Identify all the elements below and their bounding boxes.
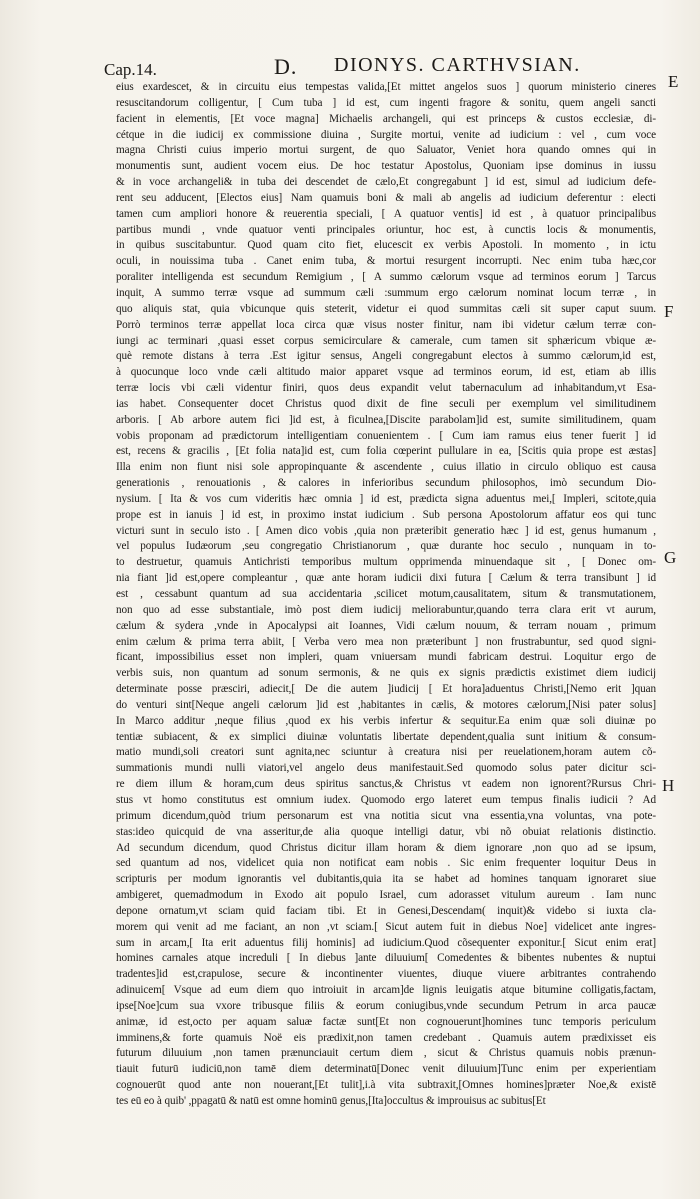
text-line: tes eū eo à quib' ,ppagatū & natū est omne hominū genus,[Ita]occultus & improuisus ac subitus[Et <box>116 1095 546 1107</box>
text-line: sed quantum ad nos, videlicet quia non notificat eam nobis . Sic enim frequenter loquitur Deus in <box>116 857 656 870</box>
running-title: DIONYS. CARTHVSIAN. <box>334 54 581 76</box>
text-line: Porrò terminos terræ appellat loca circa quæ visus noster finitur, nam ibi videtur cælum terræ con- <box>116 318 656 331</box>
text-line: summationis mundi nulli viatori,vel angelo deus manifestauit.Sed quomodo solus pater dicitur sci- <box>116 762 656 775</box>
text-line: eius exardescet, & in circuitu eius tempestas valida,[Et mittet angelos suos ] quorum ministerio cineres <box>116 81 656 93</box>
text-line: ficant, impossibilius esset non impleri, quam vniuersam mundi fabricam destrui. Loquitur ergo de <box>116 651 656 664</box>
text-line: primum dicendum,quòd trium personarum est vna notitia sicut vna essentia,vna voluntas, vna pote- <box>116 809 656 822</box>
text-line: stas:ideo quicquid de vna asseritur,de alia quoque intelligi datur, vbi nõ obuiat relationis distinctio. <box>116 825 656 838</box>
text-line: ipse[Noe]cum sua vxore tribusque filiis & eorum coniugibus,vnde secundum Petrum in arca paucæ <box>116 999 656 1012</box>
text-line: terræ locis vbi cæli videntur finiri, quos deus expandit velut tabernaculum ad inhabitandum,vt Esa- <box>116 382 656 395</box>
text-line: poraliter intelligenda est secundum Remigium , [ A summo cælorum vsque ad terminos eorum ] Tarcus <box>116 271 656 284</box>
text-line: à quocunque loco vnde cæli altitudo maior apparet vsque ad terminos eorum, id est, etiam ab illis <box>116 366 656 379</box>
text-line: prope est in ianuis ] id est, in proximo instat iudicium . Sub persona Apostolorum affatur eos qui tunc <box>116 508 656 521</box>
text-line: arboris. [ Ab arbore autem fici ]id est, à ficulnea,[Discite parabolam]id est, sumite similitudinem, quam <box>116 413 656 426</box>
text-line: adinuicem[ Vsque ad eum diem quo introiuit in arcam]de lignis leuigatis atque bitumine colligatis,factam, <box>116 984 656 997</box>
text-line: stus vt homo constitutus est omnium iudex. Quomodo ergo lateret eum tempus finalis iudicii ? Ad <box>116 793 656 806</box>
text-line: resuscitandorum colligentur, [ Cum tuba ] id est, cum ingenti fragore & sonitu, quem angeli sancti <box>116 96 656 109</box>
text-line: determinate posse præsciri, adiecit,[ De die autem ]iudicij [ Et hora]aduentus Christi,[Nemo erit ]quan <box>116 683 656 696</box>
running-header <box>104 52 664 82</box>
text-line: facient in elementis, [Et voce magna] Michaelis archangeli, qui est princeps & custos ecclesiæ, di- <box>116 112 656 125</box>
text-line: do venturi sint[Neque angeli cælorum ]id est ,habitantes in cælis, & motores cælorum,[Nisi pater solus] <box>116 698 656 711</box>
text-line: to destruetur, quamuis Antichristi temporibus multum opprimenda minuendaque sit , [ Donec om- <box>116 556 656 569</box>
text-line: magna Christi cuius imperio mortui surgent, de quo Saluator, Veniet hora quando omnes qui in <box>116 144 656 157</box>
text-line: oculi, in nouissima tuba . Canet enim tuba, & mortui resurgent incorrupti. Nec enim tuba hæc,cor <box>116 255 656 268</box>
margin-letter-h: H <box>662 776 675 795</box>
text-line: generationis , renouationis , & calores in inferioribus secundum philosophos, imò secundum Dio- <box>116 477 656 490</box>
text-line: inquit, A summo terræ vsque ad summum cæli :summum ergo cælorum nominat locum terræ , in <box>116 286 656 299</box>
text-line: depone ornatum,vt sciam quid faciam tibi. Et in Genesi,Descendam( inquit)& videbo si iuxta cla- <box>116 904 656 917</box>
chapter-label: Cap.14. <box>104 60 157 79</box>
text-line: cétque in die iudicij ex commissione diuina , Surgite mortui, venite ad iudicium : vel , cum voce <box>116 128 656 141</box>
text-line: re diem illum & horam,cum deus spiritus sanctus,& Christus vt eadem non ignorent?Rursus Chri- <box>116 778 656 791</box>
author-initial: D. <box>274 54 298 79</box>
text-line: nia fiant ]id est,opere compleantur , quæ ante horam iudicii dixi futura [ Cælum & terra transibunt ] id <box>116 572 656 585</box>
text-line: futurum diluuium ,non tamen prænunciauit certum diem , sicut & Christus quamuis nobis prænun- <box>116 1047 656 1060</box>
text-line: partibus mundi , vnde quatuor venti principales oriuntur, hoc est, à cunctis locis & monumentis, <box>116 223 656 236</box>
margin-letter-f: F <box>664 302 674 321</box>
text-line: monumentis sunt, audient vocem eius. De hoc testatur Apostolus, Quoniam ipse dominus in iussu <box>116 160 656 173</box>
margin-letter-e: E <box>668 72 679 91</box>
text-line: ambigeret, quemadmodum in Exodo ait populo Israel, cum adorasset vitulum aureum . Iam nunc <box>116 889 656 902</box>
margin-letter-g: G <box>664 548 677 567</box>
text-line: cognouerūt quod ante non nouerant,[Et tulit],i.à vita subtraxit,[Omnes homines]præter Noe,& existē <box>116 1079 656 1092</box>
text-line: in quibus suscitabuntur. Quod quam cito fiet, elucescit ex verbis Apostoli. In momento , in ictu <box>116 239 656 252</box>
text-line: sum in arcam,[ Ita erit aduentus filij hominis] ad iudicium.Quod cõsequenter exponitur.[ Sicut enim erat] <box>116 936 656 949</box>
text-line: non quo ad esse substantiale, imò post diem iudicij meliorabuntur,quando terra clara erit vt aurum, <box>116 603 656 616</box>
text-line: tamen cum ampliori honore & reuerentia speciali, [ A quatuor ventis] id est , à quatuor principalibus <box>116 207 656 220</box>
text-line: est , cessabunt quantum ad sua accidentaria ,scilicet motum,causalitatem, situm & transmutationem, <box>116 588 656 600</box>
text-line: verbis suis, non quantum ad sonum sermonis, & ne quis ex signis prædictis existimet diem iudicij <box>116 667 656 680</box>
text-line: tradentes]id est,crapulose, secure & incontinenter viuentes, diuque viuere arbitrantes contrahendo <box>116 968 656 981</box>
text-line: scripturis per modum ignorantis vel dubitantis,quia ita se habet ad homines tanquam ignoraret siue <box>116 873 656 886</box>
text-line: quo aliquis stat, quia vbicunque quis steterit, videtur ei quod summitas cæli sit super caput suum. <box>116 302 656 315</box>
commentary-text <box>116 80 656 1110</box>
text-line: tentiæ subiacent, & ex simplici diuinæ voluntatis libertate dependent,qualia sunt initium & consum- <box>116 730 656 743</box>
text-line: & in voce archangeli& in tuba dei descendet de cælo,Et congregabunt ] id est, simul ad iudicium defe- <box>116 176 656 189</box>
text-line: Ad secundum dicendum, quod Christus dicitur illam horam & diem ignorare ,non quo ad se ipsum, <box>116 841 656 854</box>
text-line: nysium. [ Ita & vos cum videritis hæc omnia ] id est, prædicta signa aduentus mei,[ Impleri, scitote,quia <box>116 492 656 505</box>
text-line: In Marco additur ,neque filius ,quod ex his verbis infertur & sequitur.Ea enim quæ soli diuinæ po <box>116 714 656 727</box>
text-line: est, recens & gracilis , [Et folia nata]id est, cum folia cœperint pullulare in ea, [Scitis quia prope est æstas] <box>116 445 656 458</box>
text-line: vobis proponam ad prædictorum intelligentiam conuenientem . [ Cum iam ramus eius tener fuerit ] id <box>116 429 656 442</box>
text-line: Illa enim non fiunt nisi sole appropinquante & ascendente , cuius illatio in circulo obliquo est causa <box>116 461 656 474</box>
text-line: vel populus Iudæorum ,seu congregatio Christianorum , quæ durante hoc seculo , nunquam in to- <box>116 540 656 553</box>
text-line: enim cælum & prima terra abiit, [ Verba vero mea non præteribunt ] non frustrabuntur, sed quod signi- <box>116 635 656 648</box>
text-line: cælum & sydera ,vnde in Apocalypsi ait Ioannes, Vidi cælum nouum, & terram nouam , primum <box>116 619 656 632</box>
text-line: homines carnales atque increduli [ In diebus ]ante diluuium[ Comedentes & bibentes nubentes & nuptui <box>116 952 656 965</box>
text-line: ias habet. Consequenter docet Christus quod dixit de fine seculi per exemplum vel similitudinem <box>116 397 656 410</box>
text-line: imminens,& forte quamuis Noë eis prædixit,non tamen credebant . Quamuis autem prædixisset eis <box>116 1031 656 1044</box>
text-line: morem qui venit ad me faciant, an non ,vt sciam.[ Sicut autem fuit in diebus Noe] videlicet ante ingres- <box>116 920 656 933</box>
text-line: matio mundi,soli creatori sunt agnita,nec sciuntur à creatura nisi per reuelationem,horam autem cõ- <box>116 746 656 759</box>
text-line: què remote distans à terra .Est igitur sensus, Angeli congregabunt electos à summo cælorum,id est, <box>116 350 656 363</box>
text-line: iungi ac terminari ,quasi esset corpus semicirculare & camerale, cum tamen sit sphæricum vbique æ- <box>116 334 656 347</box>
text-line: animæ, id est,octo per aquam saluæ factæ sunt[Et non cognouerunt]homines tunc temporis periculum <box>116 1015 656 1028</box>
text-line: tiauit futurū iudiciū,non tamē diem determinatū[Donec venit diluuium]Tunc enim per experientiam <box>116 1063 656 1076</box>
text-line: rent seu adducent, [Electos eius] Nam quamuis boni & mali ab angelis ad iudicium deferentur : electi <box>116 191 656 204</box>
text-line: victuri sunt in seculo isto . [ Amen dico vobis ,quia non præteribit generatio hæc ] id est, genus humanum , <box>116 524 656 537</box>
